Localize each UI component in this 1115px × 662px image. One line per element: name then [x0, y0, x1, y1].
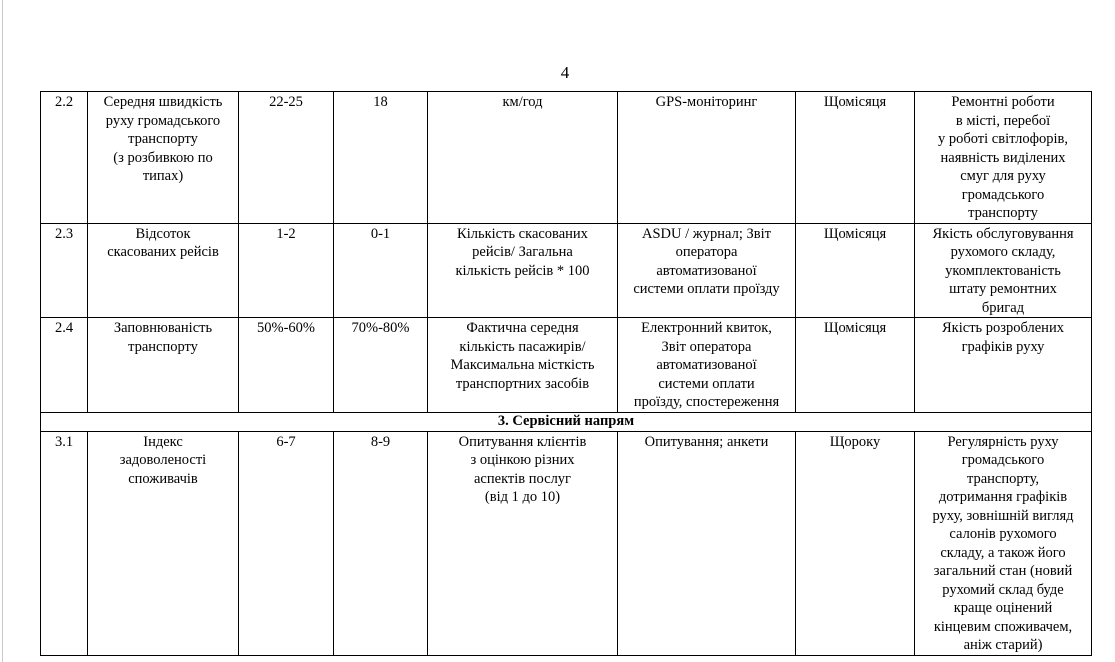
table-row	[41, 223, 1092, 318]
indicator-name: Заповнюваність транспорту	[88, 318, 239, 413]
influencing-factors: Якість розроблених графіків руху	[915, 318, 1092, 413]
frequency: Щомісяця	[796, 223, 915, 318]
influencing-factors: Регулярність руху громадського транспорту, дотримання графіків руху, зовнішній вигляд салонів рухомого складу, а також його загальний стан (новий рухомий склад буде краще оцінений кінцевим споживачем, аніж старий)	[915, 431, 1092, 655]
page-edge	[2, 0, 3, 662]
target-value: 1-2	[239, 223, 334, 318]
frequency: Щомісяця	[796, 318, 915, 413]
actual-value: 8-9	[334, 431, 428, 655]
calculation-formula: Кількість скасованих рейсів/ Загальна кількість рейсів * 100	[428, 223, 618, 318]
section-header-row	[41, 412, 1092, 431]
data-source: Електронний квиток, Звіт оператора автоматизованої системи оплати проїзду, спостереження	[618, 318, 796, 413]
indicators-table	[40, 91, 1092, 656]
indicator-name: Індекс задоволеності споживачів	[88, 431, 239, 655]
table-row	[41, 318, 1092, 413]
data-source: Опитування; анкети	[618, 431, 796, 655]
indicator-name: Середня швидкість руху громадського транспорту (з розбивкою по типах)	[88, 92, 239, 224]
table-row	[41, 431, 1092, 655]
calculation-formula: Фактична середня кількість пасажирів/ Максимальна місткість транспортних засобів	[428, 318, 618, 413]
table-row	[41, 92, 1092, 224]
row-number: 3.1	[41, 431, 88, 655]
actual-value: 70%-80%	[334, 318, 428, 413]
indicator-name: Відсоток скасованих рейсів	[88, 223, 239, 318]
influencing-factors: Якість обслуговування рухомого складу, укомплектованість штату ремонтних бригад	[915, 223, 1092, 318]
section-title: 3. Сервісний напрям	[41, 412, 1092, 431]
target-value: 22-25	[239, 92, 334, 224]
page-number: 4	[560, 63, 570, 82]
target-value: 6-7	[239, 431, 334, 655]
data-source: GPS-моніторинг	[618, 92, 796, 224]
actual-value: 0-1	[334, 223, 428, 318]
frequency: Щороку	[796, 431, 915, 655]
influencing-factors: Ремонтні роботи в місті, перебої у роботі світлофорів, наявність виділених смуг для руху громадського транспорту	[915, 92, 1092, 224]
row-number: 2.2	[41, 92, 88, 224]
calculation-formula: км/год	[428, 92, 618, 224]
row-number: 2.3	[41, 223, 88, 318]
calculation-formula: Опитування клієнтів з оцінкою різних аспектів послуг (від 1 до 10)	[428, 431, 618, 655]
frequency: Щомісяця	[796, 92, 915, 224]
row-number: 2.4	[41, 318, 88, 413]
target-value: 50%-60%	[239, 318, 334, 413]
data-source: ASDU / журнал; Звіт оператора автоматизованої системи оплати проїзду	[618, 223, 796, 318]
actual-value: 18	[334, 92, 428, 224]
